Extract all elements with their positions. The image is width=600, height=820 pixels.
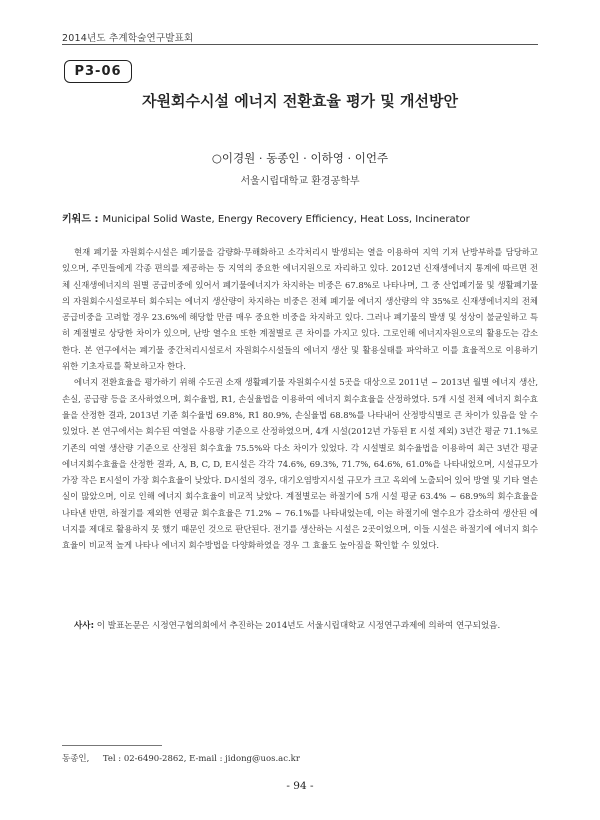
- footnote-divider: [62, 745, 162, 746]
- corresponding-author-footnote: 동종인, Tel : 02-6490-2862, E-mail : jidong@uos.ac.kr: [62, 754, 300, 764]
- keywords-label: 키워드 :: [62, 214, 99, 225]
- conference-header: 2014년도 추계학술연구발표회: [62, 33, 194, 44]
- abstract-body: [62, 244, 538, 554]
- author-list: ○이경원 · 동종인 · 이하영 · 이언주: [211, 151, 389, 165]
- acknowledgement-label: 사사:: [74, 621, 95, 631]
- body-paragraph-2: 에너지 전환효율을 평가하기 위해 수도권 소재 생활폐기물 자원회수시설 5곳을 대상으로 2011년 ~ 2013년 월별 에너지 생산, 손실, 공급량 등을 조사하였으며, 회수율법, R1, 손실율법을 이용하여 에너지 회수효율을 산정하였다. 5개 시설 전체 에너지 회수효율을 산정한 결과, 2013년 기준 회수율법 69.8%, R1 80.9%, 손실율법 68.8%를 나타내어 산정방식별로 큰 차이가 있음을 알 수 있었다. 본 연구에서는 회수된 여열을 사용량 기준으로 산정하였으며, 4개 시설(2012년 가동된 E 시설 제외) 3년간 평균 71.1%로 기존의 여열 생산량 기준으로 산정된 회수효율 75.5%와 다소 차이가 있었다. 각 시설별로 회수율법을 이용하여 최근 3년간 평균 에너지회수효율을 산정한 결과, A, B, C, D, E시설은 각각 74.6%, 69.3%, 71.7%, 64.6%, 61.0%을 나타내었으며, 시설규모가 가장 작은 E시설이 가장 회수효율이 낮았다. D시설의 경우, 대기오염방지시설 규모가 크고 옥외에 노출되어 있어 방열 및 기타 열손실이 많았으며, 이로 인해 에너지 회수효율이 비교적 낮았다. 계절별로는 하절기에 5개 시설 평균 63.4% ~ 68.9%의 회수효율을 나타낸 반면, 하절기를 제외한 연평균 회수효율은 71.2% ~ 76.1%를 나타내었는데, 이는 하절기에 열수요가 감소하여 생산된 에너지를 제대로 활용하지 못 했기 때문인 것으로 판단된다. 전기를 생산하는 시설은 2곳이었으며, 이들 시설은 하절기에 에너지 회수효율이 비교적 높게 나타나 에너지 회수방법을 다양화하였을 경우 그 효율도 높아짐을 확인할 수 있었다.: [62, 377, 539, 551]
- page-number: - 94 -: [286, 780, 314, 792]
- header-divider: [62, 44, 538, 45]
- body-paragraph-1: 현재 폐기물 자원회수시설은 폐기물을 감량화·무해화하고 소각처리시 발생되는 열을 이용하여 지역 기저 난방부하를 담당하고 있으며, 주민들에게 각종 편의를 제공하는 등 지역의 중요한 에너지원으로 자리하고 있다. 2012년 신재생에너지 통계에 따르면 전체 신재생에너지의 원별 공급비중에 있어서 폐기물에너지가 차지하는 비중은 67.8%로 나타나며, 그 중 산업폐기물 및 생활폐기물의 자원회수시설로부터 회수되는 에너지 생산량이 차지하는 비중은 전체 폐기물 에너지 생산량의 약 35%로 신재생에너지의 전체 공급비중을 고려할 경우 23.6%에 해당할 만큼 매우 중요한 비중을 차지하고 있다. 그러나 폐기물의 발생 및 성상이 불균일하고 특히 계절별로 상당한 차이가 있으며, 난방 열수요 또한 계절별로 큰 차이를 가지고 있다. 그로인해 에너지자원으로의 활용도는 감소한다. 본 연구에서는 폐기물 중간처리시설로서 자원회수시설들의 에너지 생산 및 활용실태를 파악하고 이를 효율적으로 이용하기 위한 기초자료를 확보하고자 한다.: [62, 247, 538, 372]
- paper-title: 자원회수시설 에너지 전환효율 평가 및 개선방안: [142, 92, 458, 110]
- keywords-text: Municipal Solid Waste, Energy Recovery Efficiency, Heat Loss, Incinerator: [102, 214, 470, 225]
- poster-id-badge: P3-06: [64, 60, 132, 83]
- acknowledgement: [62, 618, 538, 635]
- keywords-line: [62, 210, 542, 225]
- affiliation: 서울시립대학교 환경공학부: [240, 176, 360, 187]
- acknowledgement-text: 이 발표논문은 시정연구협의회에서 추진하는 2014년도 서울시립대학교 시정연구과제에 의하여 연구되었음.: [94, 621, 501, 631]
